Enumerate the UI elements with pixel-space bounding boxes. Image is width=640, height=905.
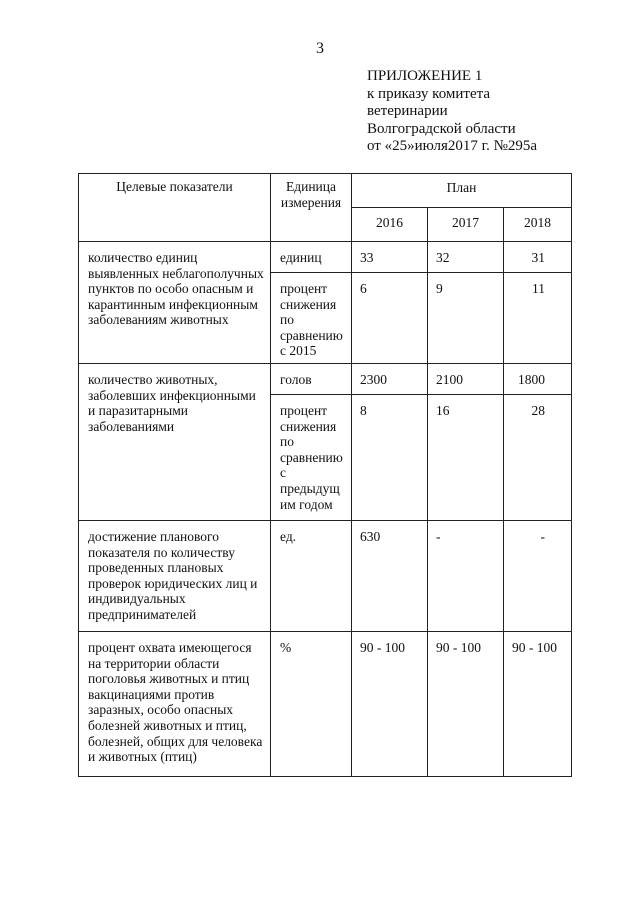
value-2017: 9 bbox=[428, 273, 504, 364]
unit-cell: голов bbox=[271, 364, 352, 395]
value-2017: 16 bbox=[428, 395, 504, 521]
header-year-2016: 2016 bbox=[352, 208, 428, 242]
value-2018: 31 bbox=[504, 242, 572, 273]
indicator-cell: количество единиц выявленных неблагополучных пунктов по особо опасным и карантинным инфекционным заболеваниям животных bbox=[79, 242, 271, 364]
value-2017: 2100 bbox=[428, 364, 504, 395]
targets-table bbox=[78, 173, 572, 777]
header-year-2018: 2018 bbox=[504, 208, 572, 242]
table-row bbox=[79, 242, 572, 273]
value-2017: - bbox=[428, 521, 504, 632]
unit-cell: % bbox=[271, 632, 352, 777]
table-row bbox=[79, 632, 572, 777]
value-2016: 6 bbox=[352, 273, 428, 364]
value-2018: 28 bbox=[504, 395, 572, 521]
table-row bbox=[79, 364, 572, 395]
header-indicator: Целевые показатели bbox=[79, 174, 271, 242]
appendix-line: к приказу комитета bbox=[367, 85, 491, 102]
appendix-line: ветеринарии bbox=[367, 103, 448, 119]
value-2016: 630 bbox=[352, 521, 428, 632]
indicator-cell: достижение планового показателя по количеству проведенных плановых проверок юридических лиц и индивидуальных предпринимателей bbox=[79, 521, 271, 632]
value-2016: 33 bbox=[352, 242, 428, 273]
appendix-title: ПРИЛОЖЕНИЕ 1 bbox=[367, 68, 483, 84]
value-2018: 11 bbox=[504, 273, 572, 364]
appendix-order-date: от «25»июля2017 г. №295а bbox=[367, 138, 538, 154]
value-2017: 90 - 100 bbox=[428, 632, 504, 777]
appendix-line: Волгоградской области bbox=[367, 120, 516, 137]
value-2018: - bbox=[504, 521, 572, 632]
unit-cell: ед. bbox=[271, 521, 352, 632]
page-number: 3 bbox=[316, 40, 324, 57]
value-2018: 1800 bbox=[504, 364, 572, 395]
header-year-2017: 2017 bbox=[428, 208, 504, 242]
appendix-header bbox=[367, 68, 627, 156]
header-plan: План bbox=[352, 174, 572, 208]
table-header-row bbox=[79, 174, 572, 208]
unit-cell: процент снижения по сравнению с предыдущ им годом bbox=[271, 395, 352, 521]
value-2016: 90 - 100 bbox=[352, 632, 428, 777]
header-unit: Единица измерения bbox=[271, 174, 352, 242]
unit-cell: процент снижения по сравнению с 2015 bbox=[271, 273, 352, 364]
table-row bbox=[79, 521, 572, 632]
indicator-cell: количество животных, заболевших инфекционными и паразитарными заболеваниями bbox=[79, 364, 271, 521]
indicator-cell: процент охвата имеющегося на территории области поголовья животных и птиц вакцинациями против заразных, особо опасных болезней животных и птиц, болезней, общих для человека и животных (птиц) bbox=[79, 632, 271, 777]
value-2018: 90 - 100 bbox=[504, 632, 572, 777]
value-2017: 32 bbox=[428, 242, 504, 273]
value-2016: 8 bbox=[352, 395, 428, 521]
value-2016: 2300 bbox=[352, 364, 428, 395]
unit-cell: единиц bbox=[271, 242, 352, 273]
